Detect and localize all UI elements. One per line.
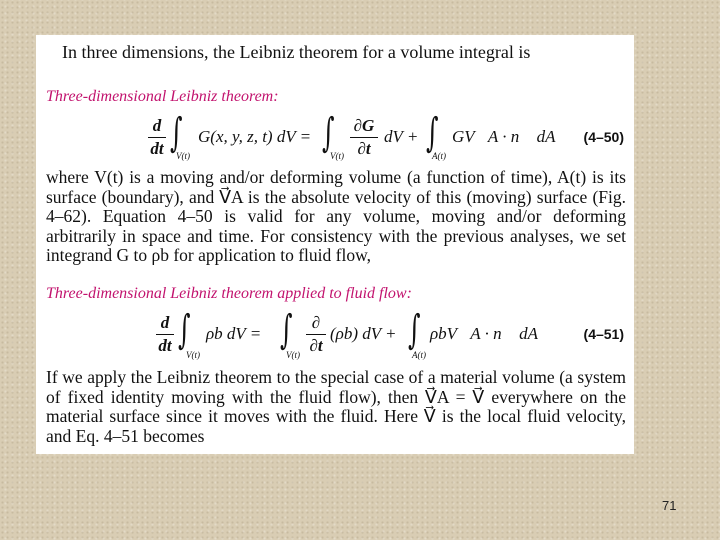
eq2-rhs2-subscript: A(t): [412, 350, 426, 360]
eq1-lhs-subscript: V(t): [176, 151, 190, 161]
eq1-rhs1-fraction: ∂G ∂t: [350, 117, 378, 158]
eq2-lhs-integrand: ρb dV =: [206, 324, 262, 343]
equation-number: (4–50): [583, 129, 624, 145]
heading-leibniz: Three-dimensional Leibniz theorem:: [46, 88, 279, 105]
integral-sign: ∫: [280, 307, 293, 353]
integral-sign: ∫: [426, 110, 439, 156]
equation-4-51: [36, 307, 634, 370]
eq1-rhs2-integrand: GV⃗A · n⃗ dA: [452, 127, 556, 146]
integral-sign: ∫: [170, 110, 183, 156]
slide-number: 71: [662, 498, 677, 513]
paragraph-1: where V(t) is a moving and/or deforming volume (a function of time), A(t) is its surface (boundary), and V⃗A is the absolute velocity of this (moving) surface (Fig. 4–62). Equation 4–50 is valid for any volume, moving and/or deforming arbitrarily in space and time. For consistency with the previous analyses, we set integrand G to ρb for application to fluid flow,: [46, 167, 626, 265]
eq1-rhs1-tail: dV +: [384, 127, 419, 146]
eq2-rhs2-integrand: ρbV⃗A · n⃗ dA: [430, 324, 538, 343]
equation-4-50: [36, 110, 634, 173]
paragraph-2: If we apply the Leibniz theorem to the special case of a material volume (a system of fixed identity moving with the fluid flow), then V⃗A = V⃗ everywhere on the material surface since it moves with the fluid. Here V⃗ is the local fluid velocity, and Eq. 4–51 becomes: [46, 367, 626, 446]
eq2-rhs1-tail: (ρb) dV +: [330, 324, 397, 343]
eq1-rhs1-subscript: V(t): [330, 151, 344, 161]
intro-text: In three dimensions, the Leibniz theorem for a volume integral is: [62, 42, 531, 62]
integral-sign: ∫: [322, 110, 335, 156]
integral-sign: ∫: [178, 307, 191, 353]
heading-leibniz-fluid: Three-dimensional Leibniz theorem applied to fluid flow:: [46, 285, 412, 302]
eq2-rhs1-subscript: V(t): [286, 350, 300, 360]
eq1-lhs-integrand: G(x, y, z, t) dV =: [198, 127, 312, 146]
eq1-rhs2-subscript: A(t): [432, 151, 446, 161]
eq1-lhs-fraction: d dt: [148, 117, 166, 158]
integral-sign: ∫: [408, 307, 421, 353]
eq2-rhs1-fraction: ∂ ∂t: [306, 314, 326, 355]
document-page: [36, 35, 634, 454]
eq2-lhs-fraction: d dt: [156, 314, 174, 355]
equation-number: (4–51): [583, 326, 624, 342]
eq2-lhs-subscript: V(t): [186, 350, 200, 360]
